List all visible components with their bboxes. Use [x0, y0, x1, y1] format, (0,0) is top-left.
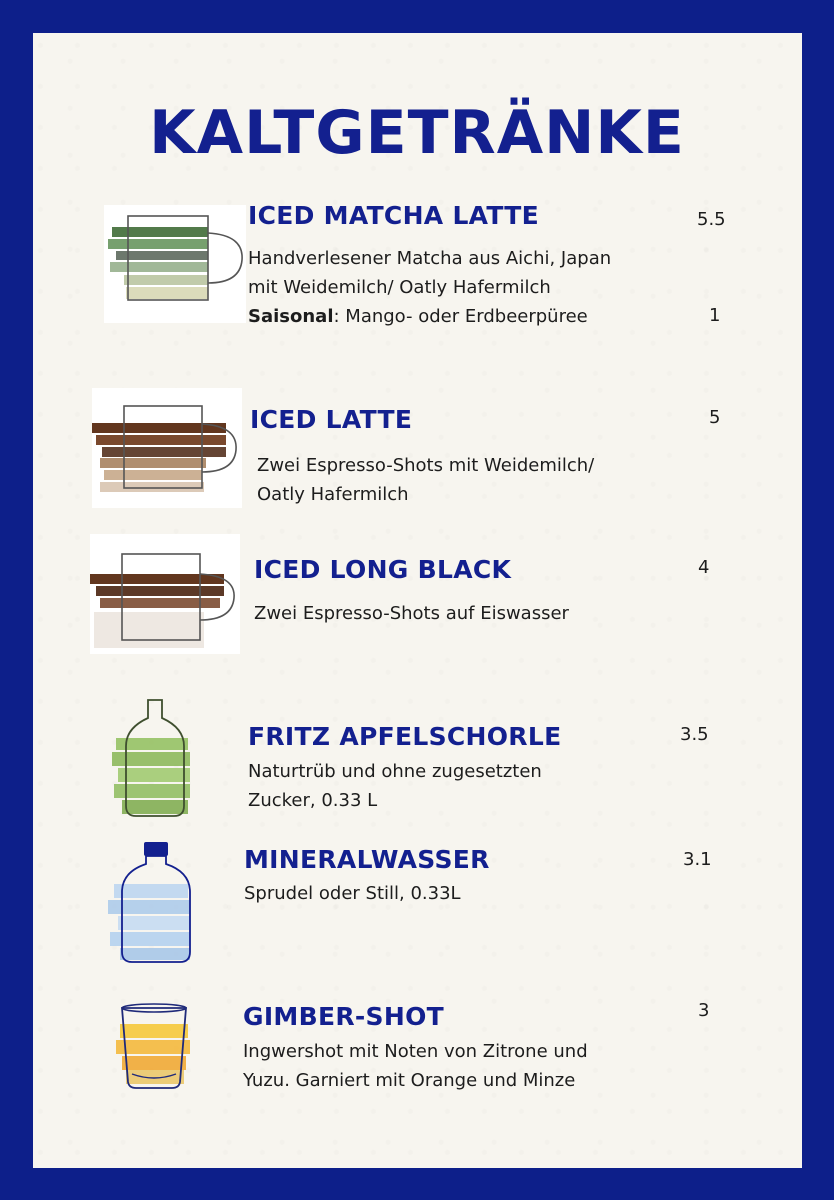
- item-name-gimber-shot: GIMBER-SHOT: [243, 1002, 444, 1031]
- water-bottle-icon: [106, 840, 196, 964]
- page-title: KALTGETRÄNKE: [149, 98, 685, 168]
- item-price-iced-matcha-latte: 5.5: [697, 209, 726, 230]
- seasonal-label: Saisonal: [248, 306, 334, 327]
- item-price-fritz-apfelschorle: 3.5: [680, 724, 709, 745]
- seasonal-text: : Mango- oder Erdbeerpüree: [333, 306, 588, 327]
- item-desc-line: Yuzu. Garniert mit Orange und Minze: [243, 1070, 576, 1091]
- item-desc-line: Zwei Espresso-Shots mit Weidemilch/: [257, 455, 595, 476]
- seasonal-price: 1: [709, 305, 721, 326]
- item-desc-line: Zwei Espresso-Shots auf Eiswasser: [254, 603, 569, 624]
- item-desc-line: Handverlesener Matcha aus Aichi, Japan: [248, 248, 612, 269]
- item-name-iced-long-black: ICED LONG BLACK: [254, 555, 512, 584]
- item-name-iced-matcha-latte: ICED MATCHA LATTE: [248, 201, 540, 230]
- item-desc-line: mit Weidemilch/ Oatly Hafermilch: [248, 277, 551, 298]
- item-name-fritz-apfelschorle: FRITZ APFELSCHORLE: [248, 722, 562, 751]
- item-price-gimber-shot: 3: [698, 1000, 710, 1021]
- item-price-mineralwasser: 3.1: [683, 849, 712, 870]
- green-bottle-icon: [112, 698, 196, 820]
- long-black-mug-icon: [90, 534, 240, 654]
- item-desc-line: Zucker, 0.33 L: [248, 790, 378, 811]
- item-desc-line: Naturtrüb und ohne zugesetzten: [248, 761, 542, 782]
- latte-mug-icon: [92, 388, 242, 508]
- item-name-mineralwasser: MINERALWASSER: [244, 845, 490, 874]
- item-desc-line: Sprudel oder Still, 0.33L: [244, 883, 461, 904]
- item-name-iced-latte: ICED LATTE: [250, 405, 413, 434]
- item-price-iced-latte: 5: [709, 407, 721, 428]
- item-desc-line: Oatly Hafermilch: [257, 484, 409, 505]
- item-seasonal-line: [248, 302, 588, 331]
- matcha-mug-icon: [104, 205, 246, 323]
- shot-glass-icon: [116, 1002, 194, 1092]
- item-price-iced-long-black: 4: [698, 557, 710, 578]
- item-desc-line: Ingwershot mit Noten von Zitrone und: [243, 1041, 588, 1062]
